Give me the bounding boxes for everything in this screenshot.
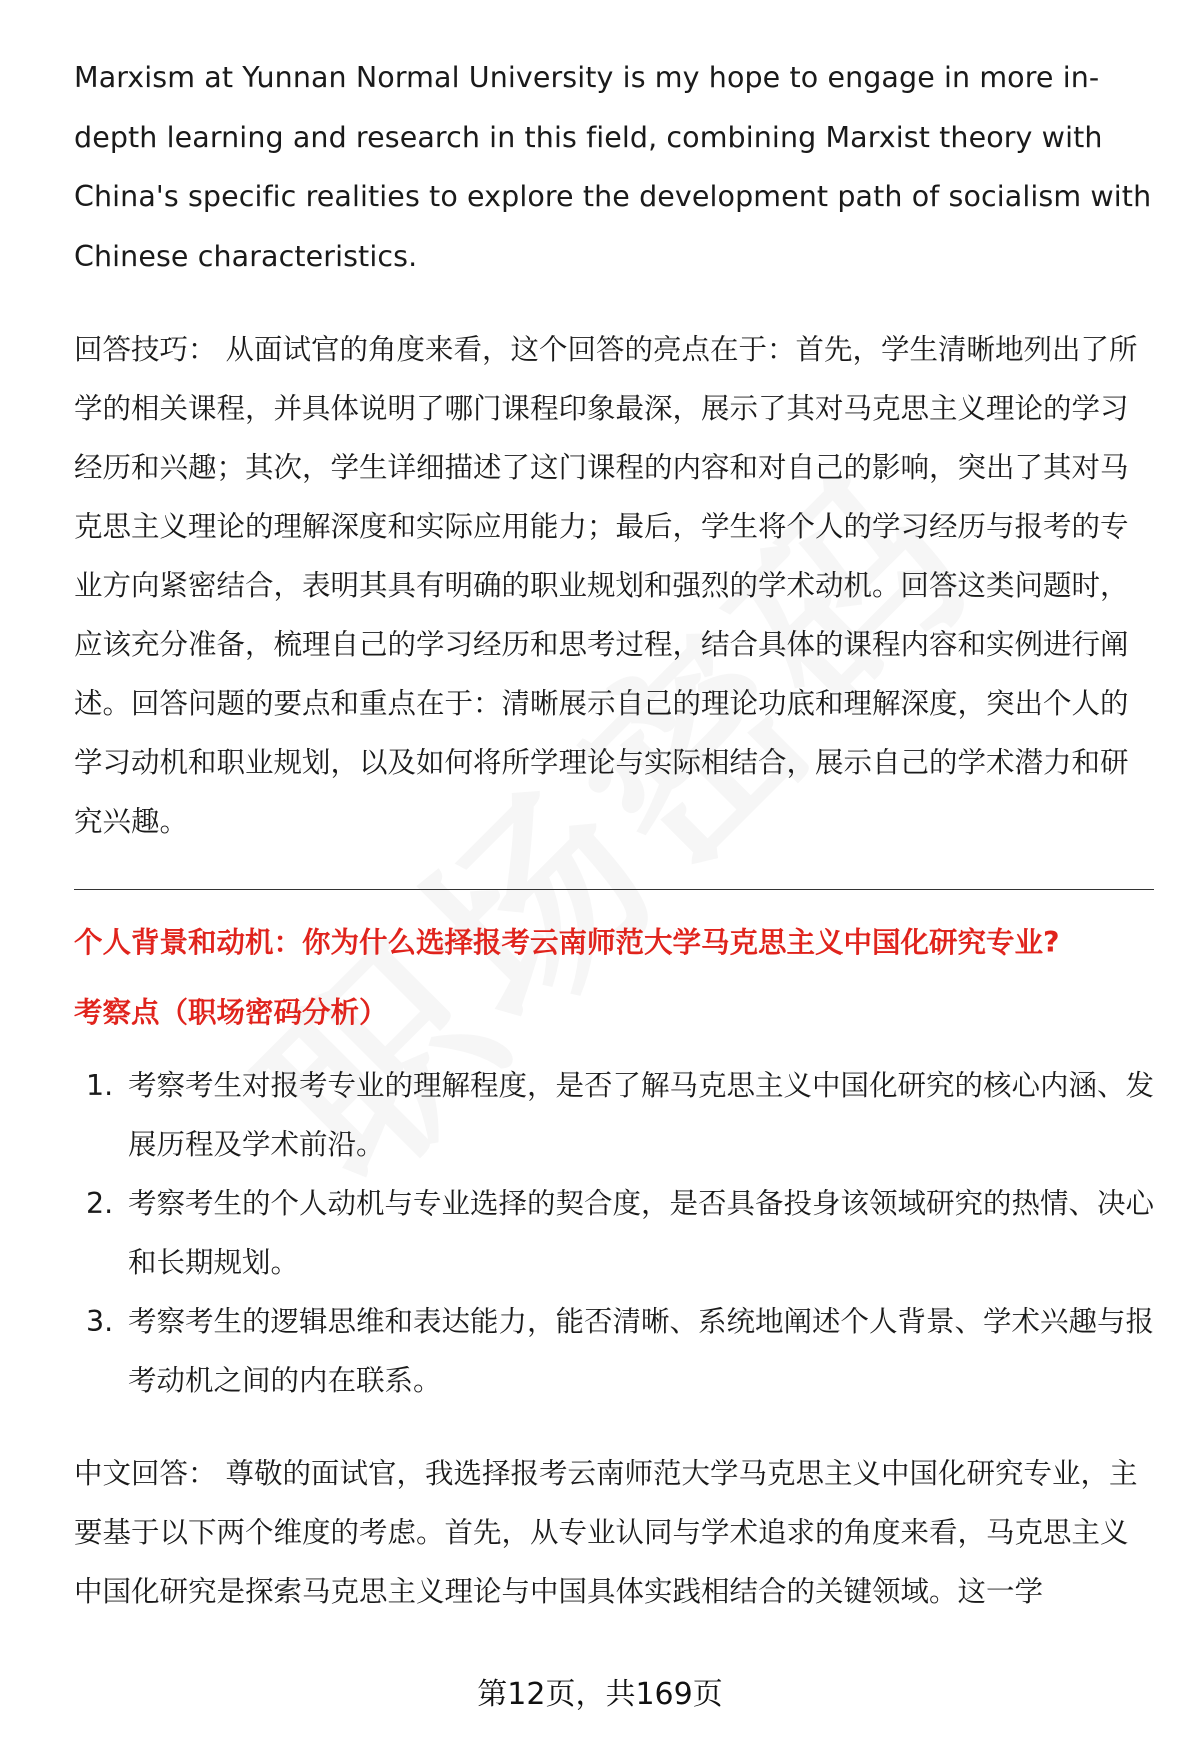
list-item-text: 考察考生的个人动机与专业选择的契合度，是否具备投身该领域研究的热情、决心和长期规划。 — [128, 1187, 1155, 1279]
chinese-answer-paragraph: 中文回答： 尊敬的面试官，我选择报考云南师范大学马克思主义中国化研究专业，主要基于以下两个维度的考虑。首先，从专业认同与学术追求的角度来看，马克思主义中国化研究是探索马克思主义理论与中国具体实践相结合的关键领域。这一学 — [74, 1457, 1138, 1608]
list-number: 2. — [86, 1187, 114, 1220]
document-page — [74, 48, 1154, 1621]
answer-tips-paragraph: 回答技巧： 从面试官的角度来看，这个回答的亮点在于：首先，学生清晰地列出了所学的相关课程，并具体说明了哪门课程印象最深，展示了其对马克思主义理论的学习经历和兴趣；其次，学生详细描述了这门课程的内容和对自己的影响，突出了其对马克思主义理论的理解深度和实际应用能力；最后，学生将个人的学习经历与报考的专业方向紧密结合，表明其具有明确的职业规划和强烈的学术动机。回答这类问题时，应该充分准备，梳理自己的学习经历和思考过程，结合具体的课程内容和实例进行阐述。回答问题的要点和重点在于：清晰展示自己的理论功底和理解深度，突出个人的学习动机和职业规划，以及如何将所学理论与实际相结合，展示自己的学术潜力和研究兴趣。 — [74, 333, 1138, 838]
english-answer-paragraph: Marxism at Yunnan Normal University is my hope to engage in more in-depth learning and research in this field, combining Marxist theory with China's specific realities to explore the development path of socialism with Chinese characteristics. — [74, 61, 1152, 273]
section-divider — [74, 889, 1154, 890]
list-item-text: 考察考生的逻辑思维和表达能力，能否清晰、系统地阐述个人背景、学术兴趣与报考动机之间的内在联系。 — [128, 1305, 1155, 1397]
page-number-footer: 第12页，共169页 — [477, 1677, 723, 1712]
list-number: 1. — [86, 1069, 114, 1102]
list-item — [74, 1292, 1154, 1410]
list-item-text: 考察考生对报考专业的理解程度，是否了解马克思主义中国化研究的核心内涵、发展历程及学术前沿。 — [128, 1069, 1155, 1161]
question-title: 个人背景和动机：你为什么选择报考云南师范大学马克思主义中国化研究专业? — [74, 926, 1060, 959]
assessment-points-title: 考察点（职场密码分析） — [74, 996, 388, 1029]
list-item — [74, 1174, 1154, 1292]
list-number: 3. — [86, 1305, 114, 1338]
list-item — [74, 1056, 1154, 1174]
assessment-points-list — [74, 1056, 1154, 1410]
